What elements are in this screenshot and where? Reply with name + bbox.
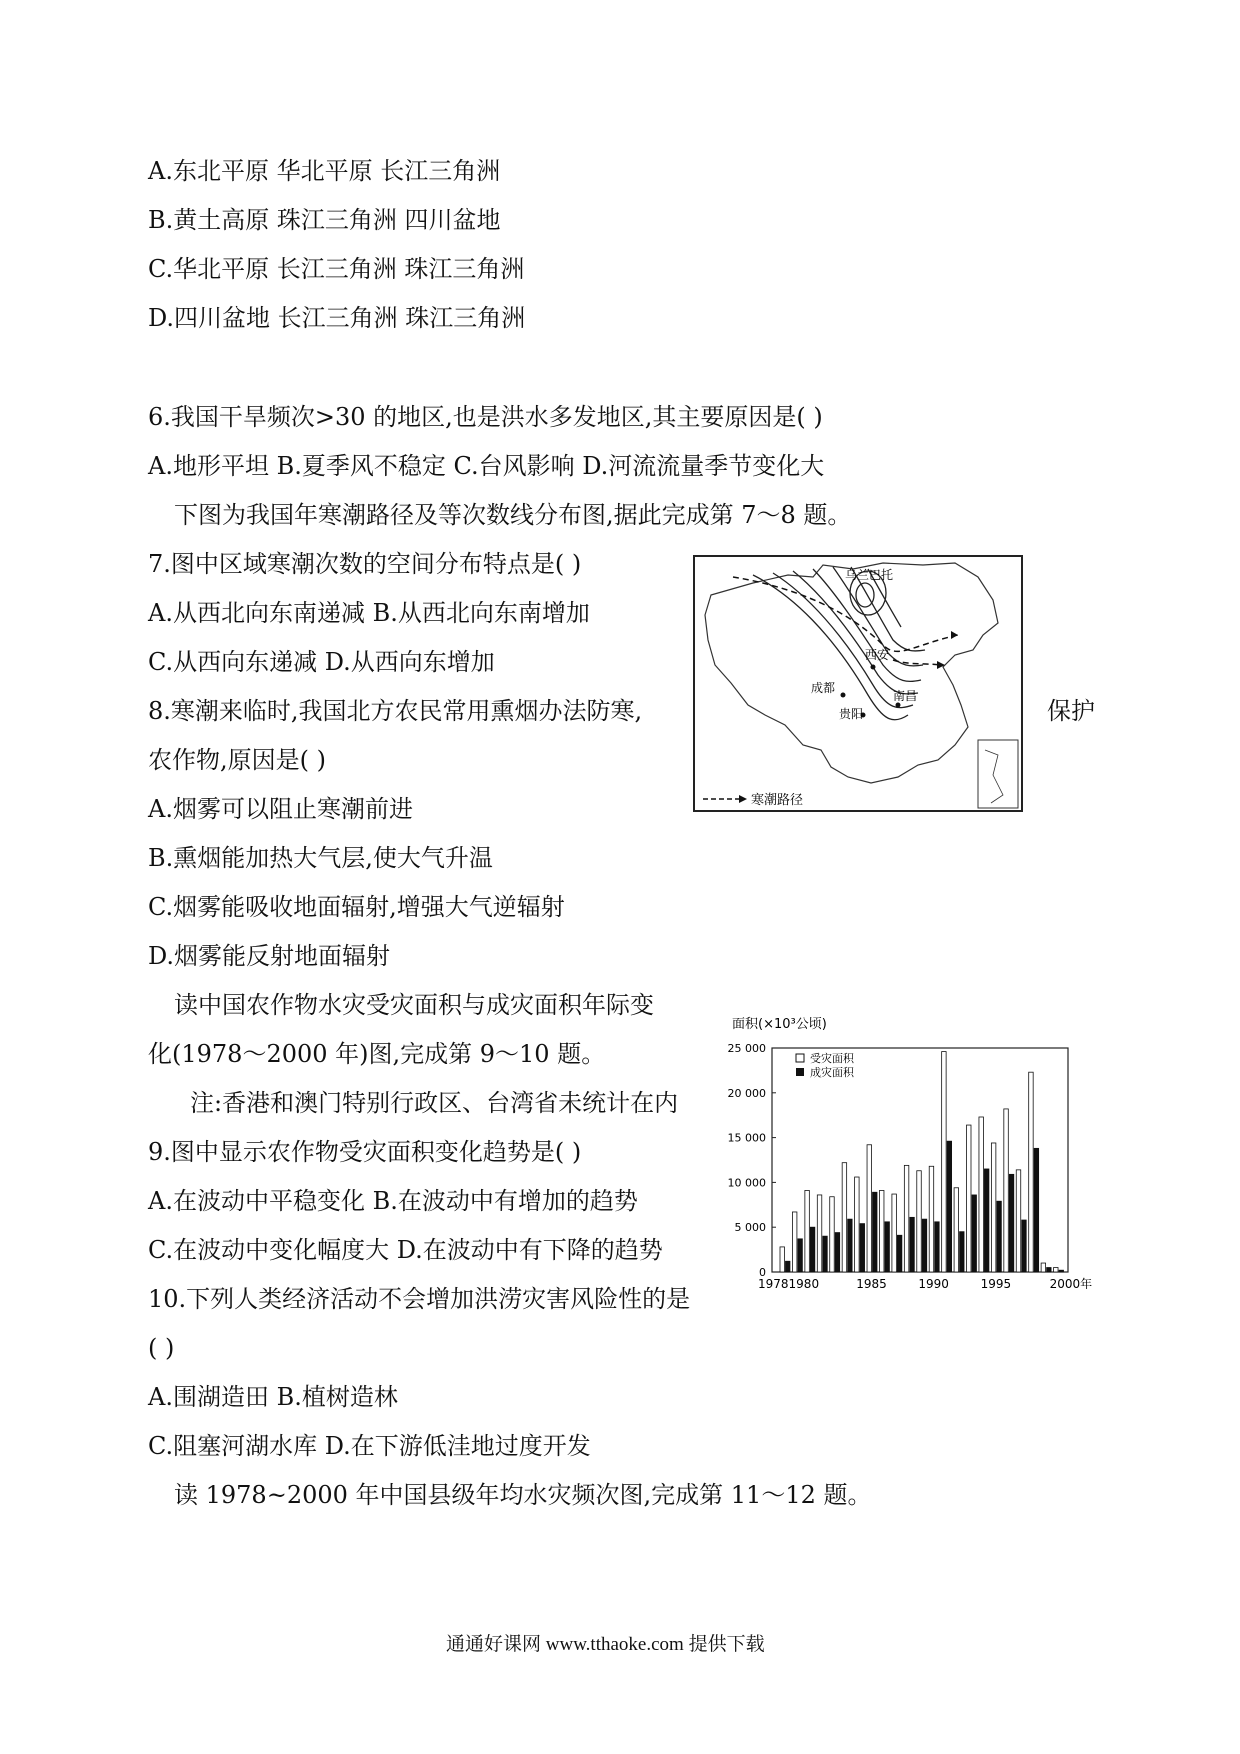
legend-label-affected: 受灾面积 <box>810 1052 854 1065</box>
q8-stem-line2: 农作物,原因是( ) <box>148 746 326 774</box>
bar-affected-area <box>1004 1109 1008 1272</box>
q8-option-a: A.烟雾可以阻止寒潮前进 <box>148 795 413 823</box>
bar-disaster-area <box>885 1222 889 1272</box>
bar-disaster-area <box>848 1219 852 1272</box>
page-footer: 通通好课网 www.tthaoke.com 提供下载 <box>446 1634 765 1655</box>
bar-disaster-area <box>1034 1148 1038 1272</box>
bar-affected-area <box>1041 1263 1045 1272</box>
q6-stem: 6.我国干旱频次>30 的地区,也是洪水多发地区,其主要原因是( ) <box>148 403 823 431</box>
intro-9-10-line1: 读中国农作物水灾受灾面积与成灾面积年际变 <box>174 991 654 1019</box>
bar-disaster-area <box>835 1233 839 1272</box>
bar-affected-area <box>967 1125 971 1272</box>
q9-options-cd: C.在波动中变化幅度大 D.在波动中有下降的趋势 <box>148 1236 663 1264</box>
q5-option-d: D.四川盆地 长江三角洲 珠江三角洲 <box>148 304 526 332</box>
bar-disaster-area <box>947 1141 951 1272</box>
q10-options-ab: A.围湖造田 B.植树造林 <box>148 1383 398 1411</box>
x-tick-label: 1985 <box>856 1277 887 1289</box>
x-tick-label: 19781980 <box>758 1277 820 1289</box>
intro-7-8: 下图为我国年寒潮路径及等次数线分布图,据此完成第 7～8 题。 <box>174 501 852 529</box>
bar-affected-area <box>842 1163 846 1272</box>
bar-disaster-area <box>823 1236 827 1272</box>
chart-title: 面积(×10³公顷) <box>732 1017 827 1032</box>
bar-affected-area <box>929 1166 933 1272</box>
bar-disaster-area <box>910 1217 914 1272</box>
flood-area-chart <box>718 1014 1098 1289</box>
bar-disaster-area <box>984 1169 988 1272</box>
q10-options-cd: C.阻塞河湖水库 D.在下游低洼地过度开发 <box>148 1432 591 1460</box>
q10-stem: 10.下列人类经济活动不会增加洪涝灾害风险性的是 <box>148 1285 691 1313</box>
x-tick-label: 1995 <box>980 1277 1012 1289</box>
bar-affected-area <box>1016 1170 1020 1272</box>
bar-affected-area <box>780 1247 784 1272</box>
bar-disaster-area <box>922 1219 926 1272</box>
bar-affected-area <box>879 1190 883 1272</box>
q7-stem: 7.图中区域寒潮次数的空间分布特点是( ) <box>148 550 582 578</box>
cold-wave-map <box>693 555 1023 812</box>
bar-disaster-area <box>1009 1174 1013 1272</box>
bar-affected-area <box>1029 1072 1033 1272</box>
map-label-xian: 西安 <box>865 648 890 662</box>
bar-affected-area <box>892 1194 896 1272</box>
map-label-nanchang: 南昌 <box>893 689 918 703</box>
q7-options-cd: C.从西向东递减 D.从西向东增加 <box>148 648 495 676</box>
bar-affected-area <box>1054 1268 1058 1272</box>
q8-option-b: B.熏烟能加热大气层,使大气升温 <box>148 844 493 872</box>
y-tick-label: 15 000 <box>727 1131 766 1145</box>
bar-disaster-area <box>798 1239 802 1272</box>
legend-label-disaster: 成灾面积 <box>810 1066 854 1079</box>
intro-11-12: 读 1978~2000 年中国县级年均水灾频次图,完成第 11～12 题。 <box>174 1481 872 1509</box>
map-legend-label: 寒潮路径 <box>751 793 804 808</box>
bar-affected-area <box>991 1143 995 1272</box>
map-label-guiyang: 贵阳 <box>839 707 864 721</box>
bar-disaster-area <box>1059 1270 1063 1272</box>
bar-affected-area <box>792 1212 796 1272</box>
q8-option-d: D.烟雾能反射地面辐射 <box>148 942 391 970</box>
q8-option-c: C.烟雾能吸收地面辐射,增强大气逆辐射 <box>148 893 565 921</box>
bar-affected-area <box>817 1195 821 1272</box>
q8-stem-right: 保护 <box>1047 697 1095 725</box>
bar-affected-area <box>954 1188 958 1272</box>
bar-affected-area <box>917 1171 921 1272</box>
map-label-chengdu: 成都 <box>811 681 836 695</box>
q9-options-ab: A.在波动中平稳变化 B.在波动中有增加的趋势 <box>148 1187 638 1215</box>
bar-disaster-area <box>1022 1220 1026 1272</box>
bar-affected-area <box>805 1190 809 1272</box>
bar-disaster-area <box>810 1227 814 1272</box>
bar-affected-area <box>942 1052 946 1272</box>
q8-stem-left: 8.寒潮来临时,我国北方农民常用熏烟办法防寒, <box>148 697 643 725</box>
y-tick-label: 25 000 <box>727 1042 766 1055</box>
y-tick-label: 10 000 <box>727 1176 766 1190</box>
y-tick-label: 20 000 <box>727 1086 766 1100</box>
intro-9-10-line2: 化(1978～2000 年)图,完成第 9～10 题。 <box>148 1040 606 1068</box>
x-tick-label: 1990 <box>918 1277 949 1289</box>
bar-affected-area <box>867 1145 871 1272</box>
q5-option-c: C.华北平原 长江三角洲 珠江三角洲 <box>148 255 525 283</box>
bar-disaster-area <box>1047 1268 1051 1272</box>
q5-option-b: B.黄土高原 珠江三角洲 四川盆地 <box>148 206 501 234</box>
bar-disaster-area <box>935 1222 939 1272</box>
q7-options-ab: A.从西北向东南递减 B.从西北向东南增加 <box>148 599 590 627</box>
bar-disaster-area <box>960 1232 964 1272</box>
y-tick-label: 5 000 <box>734 1221 766 1235</box>
intro-9-10-note: 注:香港和澳门特别行政区、台湾省未统计在内 <box>190 1089 679 1117</box>
bar-disaster-area <box>997 1201 1001 1272</box>
bar-affected-area <box>830 1197 834 1272</box>
bar-disaster-area <box>785 1261 789 1272</box>
bar-disaster-area <box>972 1195 976 1272</box>
q9-stem: 9.图中显示农作物受灾面积变化趋势是( ) <box>148 1138 582 1166</box>
bar-affected-area <box>904 1165 908 1272</box>
y-tick-label: 0 <box>759 1266 766 1279</box>
q5-option-a: A.东北平原 华北平原 长江三角洲 <box>148 157 501 185</box>
q10-paren: ( ) <box>148 1334 175 1362</box>
bar-disaster-area <box>897 1235 901 1272</box>
bar-affected-area <box>979 1117 983 1272</box>
bar-disaster-area <box>873 1192 877 1272</box>
bar-disaster-area <box>860 1224 864 1272</box>
x-tick-label: 2000年 <box>1049 1277 1093 1289</box>
map-label-wulanbatuo: 乌兰巴托 <box>845 568 894 582</box>
q6-options: A.地形平坦 B.夏季风不稳定 C.台风影响 D.河流流量季节变化大 <box>148 452 825 480</box>
bar-affected-area <box>855 1177 859 1272</box>
